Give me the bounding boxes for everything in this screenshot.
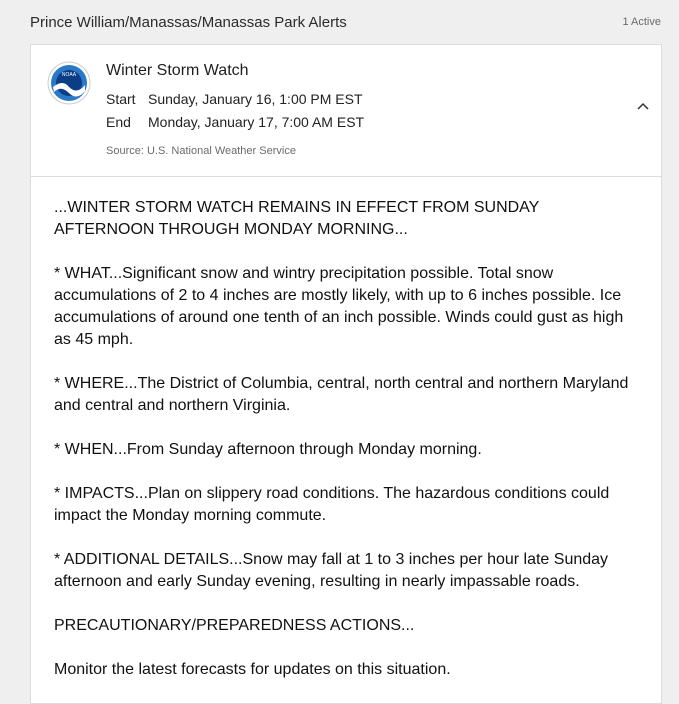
end-row — [106, 114, 364, 130]
alerts-section-title: Prince William/Manassas/Manassas Park Alerts — [30, 13, 347, 31]
alert-paragraph: * WHAT...Significant snow and wintry precipitation possible. Total snow accumulations of 2 to 4 inches are mostly likely, with up to 6 inches possible. Ice accumulations of around one tenth of an inch possible. Winds could gust as high as 45 mph. — [54, 265, 624, 348]
alert-card — [30, 44, 662, 704]
alert-paragraph: * WHERE...The District of Columbia, central, north central and northern Maryland and central and northern Virginia. — [54, 375, 629, 414]
alert-title: Winter Storm Watch — [106, 62, 249, 79]
alert-paragraph: * ADDITIONAL DETAILS...Snow may fall at 1 to 3 inches per hour late Sunday afternoon and early Sunday evening, resulting in nearly impassable roads. — [54, 551, 609, 590]
chevron-up-icon[interactable] — [635, 99, 651, 113]
alert-paragraph: * IMPACTS...Plan on slippery road conditions. The hazardous conditions could impact the Monday morning commute. — [54, 485, 610, 524]
start-row — [106, 91, 363, 107]
alert-header[interactable] — [31, 45, 661, 177]
noaa-logo-text: NOAA — [61, 72, 77, 78]
alert-paragraph: Monitor the latest forecasts for updates on this situation. — [54, 661, 451, 678]
alert-paragraph: ...WINTER STORM WATCH REMAINS IN EFFECT FROM SUNDAY AFTERNOON THROUGH MONDAY MORNING... — [54, 199, 540, 238]
alert-source: Source: U.S. National Weather Service — [106, 145, 296, 157]
active-count: 1 Active — [622, 16, 661, 28]
alerts-header — [0, 0, 679, 44]
start-value: Sunday, January 16, 1:00 PM EST — [148, 91, 363, 107]
alert-paragraph: * WHEN...From Sunday afternoon through Monday morning. — [54, 441, 482, 458]
start-label: Start — [106, 91, 136, 107]
end-label: End — [106, 114, 131, 130]
alert-description — [31, 177, 661, 681]
alert-paragraph: PRECAUTIONARY/PREPAREDNESS ACTIONS... — [54, 617, 415, 634]
end-value: Monday, January 17, 7:00 AM EST — [148, 114, 365, 130]
noaa-logo-icon — [47, 61, 91, 105]
